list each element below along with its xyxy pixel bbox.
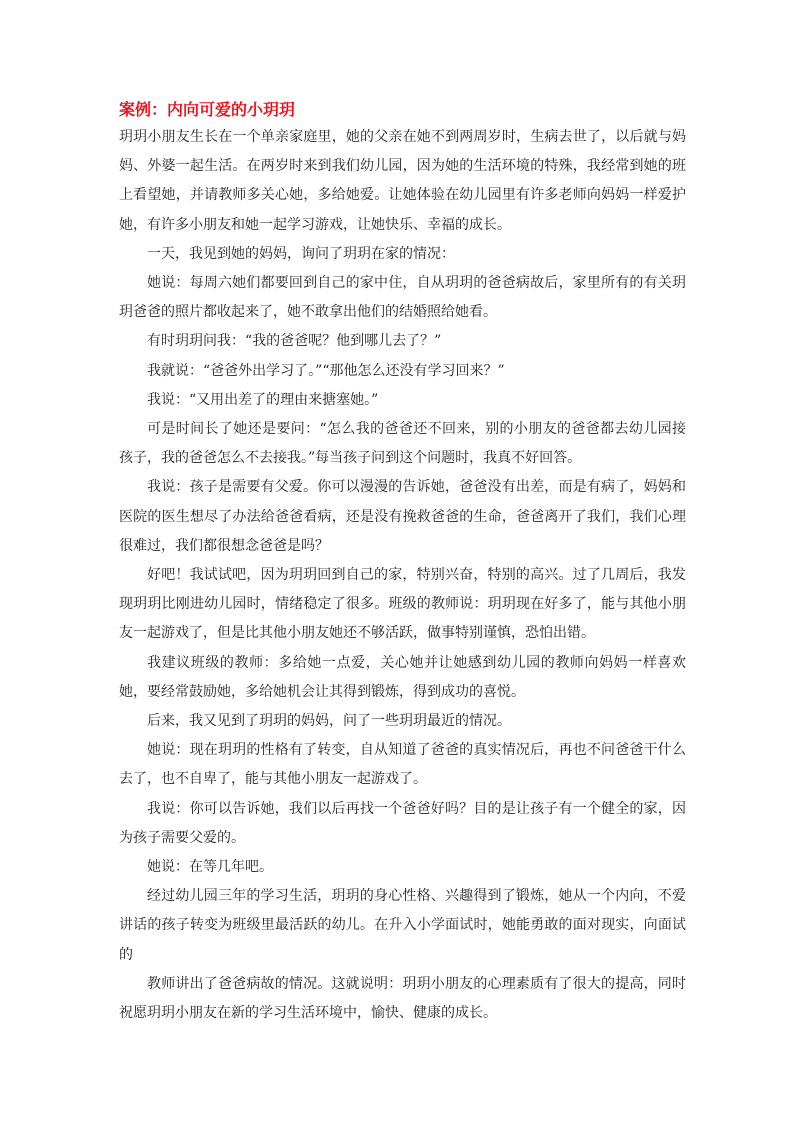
paragraph: 教师讲出了爸爸病故的情况。这就说明：玥玥小朋友的心理素质有了很大的提高，同时祝愿玥玥小朋友在新的学习生活环境中，愉快、健康的成长。 <box>119 975 686 1022</box>
paragraph: 她说：在等几年吧。 <box>147 859 273 876</box>
paragraph: 我说：你可以告诉她，我们以后再找一个爸爸好吗？目的是让孩子有一个健全的家，因为孩子需要父爱的。 <box>119 800 686 846</box>
paragraph: 我说：孩子是需要有父爱。你可以漫漫的告诉她，爸爸没有出差，而是有病了，妈妈和医院的医生想尽了办法给爸爸看病，还是没有挽救爸爸的生命，爸爸离开了我们，我们心理很难过，我们都很想念爸爸是吗？ <box>119 479 686 554</box>
paragraph: 我说：“又用出差了的理由来搪塞她。” <box>147 391 379 408</box>
document-title: 案例：内向可爱的小玥玥 <box>119 100 296 119</box>
paragraph: 她说：现在玥玥的性格有了转变，自从知道了爸爸的真实情况后，再也不问爸爸干什么去了，也不自卑了，能与其他小朋友一起游戏了。 <box>119 742 686 788</box>
paragraph: 有时玥玥问我：“我的爸爸呢？他到哪儿去了？” <box>147 333 442 350</box>
paragraph: 她说：每周六她们都要回到自己的家中住，自从玥玥的爸爸病故后，家里所有的有关玥玥爸爸的照片都收起来了，她不敢拿出他们的结婚照给她看。 <box>119 275 686 321</box>
paragraph: 玥玥小朋友生长在一个单亲家庭里，她的父亲在她不到两周岁时，生病去世了，以后就与妈妈、外婆一起生活。在两岁时来到我们幼儿园，因为她的生活环境的特殊，我经常到她的班上看望她，并请教师多关心她，多给她爱。让她体验在幼儿园里有许多老师向妈妈一样爱护她，有许多小朋友和她一起学习游戏，让她快乐、幸福的成长。 <box>119 129 686 233</box>
paragraph: 后来，我又见到了玥玥的妈妈，问了一些玥玥最近的情况。 <box>147 713 511 730</box>
paragraph: 经过幼儿园三年的学习生活，玥玥的身心性格、兴趣得到了锻炼，她从一个内向，不爱讲话的孩子转变为班级里最活跃的幼儿。在升入小学面试时，她能勇敢的面对现实，向面试的 <box>119 888 686 963</box>
paragraph: 我就说：“爸爸外出学习了。”“那他怎么还没有学习回来？” <box>147 362 505 379</box>
document-page <box>119 99 686 1028</box>
paragraph: 可是时间长了她还是要问：“怎么我的爸爸还不回来，别的小朋友的爸爸都去幼儿园接孩子，我的爸爸怎么不去接我。”每当孩子问到这个问题时，我真不好回答。 <box>119 421 686 467</box>
paragraph: 一天，我见到她的妈妈，询问了玥玥在家的情况： <box>147 245 455 262</box>
paragraph: 我建议班级的教师：多给她一点爱，关心她并让她感到幼儿园的教师向妈妈一样喜欢她，要经常鼓励她，多给她机会让其得到锻炼，得到成功的喜悦。 <box>119 654 686 700</box>
paragraph: 好吧！我试试吧，因为玥玥回到自己的家，特别兴奋，特别的高兴。过了几周后，我发现玥玥比刚进幼儿园时，情绪稳定了很多。班级的教师说：玥玥现在好多了，能与其他小朋友一起游戏了，但是比其他小朋友她还不够活跃，做事特别谨慎，恐怕出错。 <box>119 567 686 642</box>
